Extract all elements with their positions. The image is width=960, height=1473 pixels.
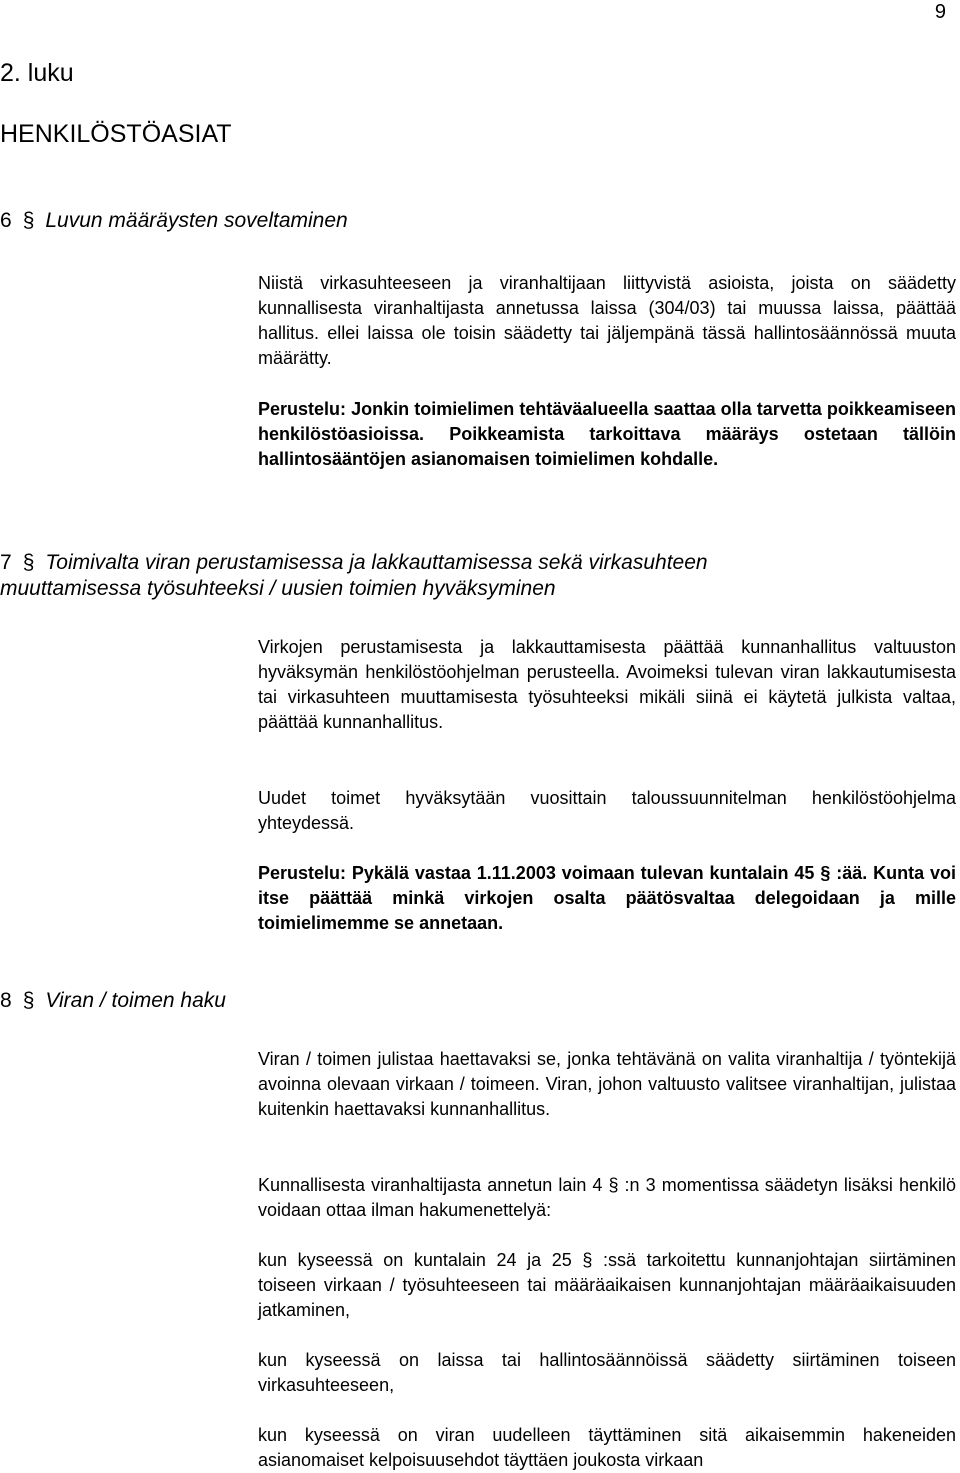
section-7-paragraph-1: Virkojen perustamisesta ja lakkauttamisesta päättää kunnanhallitus valtuuston hyväksymän henkilöstöohjelman perusteella. Avoimeksi tulevan viran lakkautumisesta tai virkasuhteen muuttamisesta työsuhteeksi mikäli siinä ei käytetä julkista valtaa, päättää kunnanhallitus. <box>258 637 956 732</box>
section-8-paragraph-2: Kunnallisesta viranhaltijasta annetun lain 4 § :n 3 momentissa säädetyn lisäksi henkilö voidaan ottaa ilman hakumenettelyä: <box>258 1175 956 1220</box>
section-7-heading <box>0 550 960 602</box>
section-title-line-2: muuttamisessa työsuhteeksi / uusien toimien hyväksyminen <box>0 577 556 600</box>
page-number: 9 <box>934 1 946 23</box>
section-number: 8 <box>0 989 12 1012</box>
chapter-title: HENKILÖSTÖASIAT <box>0 120 232 148</box>
section-number: 6 <box>0 209 12 232</box>
section-8-list-item-3: kun kyseessä on viran uudelleen täyttäminen sitä aikaisemmin hakeneiden asianomaiset kelpoisuusehdot täyttäen joukosta virkaan <box>258 1425 956 1470</box>
section-title-line-1: Toimivalta viran perustamisessa ja lakkauttamisessa sekä virkasuhteen <box>45 551 708 574</box>
section-8-list-item-1: kun kyseessä on kuntalain 24 ja 25 § :ssä tarkoitettu kunnanjohtajan siirtäminen toiseen virkaan / työsuhteeseen tai määräaikaisen kunnanjohtajan määräaikaisuuden jatkaminen, <box>258 1250 956 1320</box>
section-6-heading <box>0 208 960 234</box>
section-symbol: § <box>22 989 35 1012</box>
section-8-paragraph-1: Viran / toimen julistaa haettavaksi se, jonka tehtävänä on valita viranhaltija / työntekijä avoinna olevaan virkaan / toimeen. Viran, johon valtuusto valitsee viranhaltijan, julistaa kuitenkin haettavaksi kunnanhallitus. <box>258 1049 956 1119</box>
section-title: Luvun määräysten soveltaminen <box>45 209 348 232</box>
section-8-list-item-2: kun kyseessä on laissa tai hallintosäännöissä säädetty siirtäminen toiseen virkasuhteeseen, <box>258 1350 956 1395</box>
section-7-rationale: Perustelu: Pykälä vastaa 1.11.2003 voimaan tulevan kuntalain 45 § :ää. Kunta voi itse päättää minkä virkojen osalta päätösvaltaa delegoidaan ja mille toimielimemme se annetaan. <box>258 863 956 933</box>
section-symbol: § <box>22 209 35 232</box>
section-6-rationale: Perustelu: Jonkin toimielimen tehtäväalueella saattaa olla tarvetta poikkeamiseen henkilöstöasioissa. Poikkeamista tarkoittava määräys ostetaan tällöin hallintosääntöjen asianomaisen toimielimen kohdalle. <box>258 399 956 469</box>
section-7-paragraph-2: Uudet toimet hyväksytään vuosittain taloussuunnitelman henkilöstöohjelma yhteydessä. <box>258 788 956 833</box>
section-title: Viran / toimen haku <box>45 989 226 1012</box>
section-8-heading <box>0 988 960 1014</box>
chapter-number: 2. luku <box>0 59 74 87</box>
section-symbol: § <box>22 551 35 574</box>
section-6-paragraph-1: Niistä virkasuhteeseen ja viranhaltijaan liittyvistä asioista, joista on säädetty kunnallisesta viranhaltijasta annetussa laissa (304/03) tai muussa laissa, päättää hallitus. ellei laissa ole toisin säädetty tai jäljempänä tässä hallintosäännössä muuta määrätty. <box>258 273 956 368</box>
section-number: 7 <box>0 551 12 574</box>
